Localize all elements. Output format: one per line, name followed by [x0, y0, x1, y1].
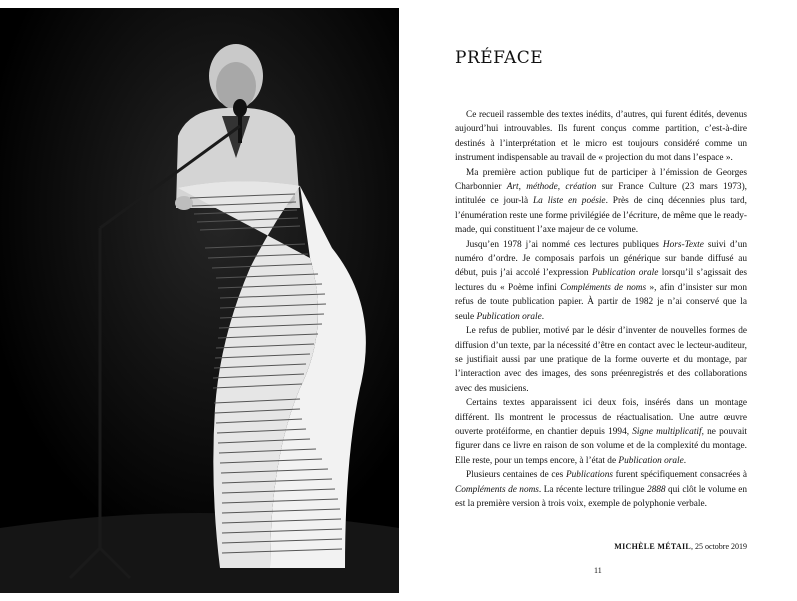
italic-title: Publication orale [591, 268, 659, 279]
paragraph-text: . [683, 455, 687, 466]
italic-title: 2888 [646, 484, 666, 495]
paragraph-text: . [541, 311, 545, 322]
italic-title: La liste en poésie [533, 196, 606, 207]
page-title: PRÉFACE [455, 48, 544, 68]
paragraph-text: . Près de cinq décennies plus tard, l’énumération reste une forme privilégiée de l’écriture, de même que le ready-made, qui constituent l’axe majeur de ce volume. [455, 196, 747, 236]
paragraph [455, 238, 747, 324]
paragraph-text: », afin d’insister sur mon refus de toute publication papier. À partir de 1982 je n’ai conservé que la seule [455, 282, 747, 322]
italic-title: Compléments de noms [455, 484, 539, 495]
paragraph-text: Certains textes apparaissent ici deux fois, insérés dans un montage différent. Ils montrent le processus de réactualisation. Une autre œuvre ouverte protéiforme, en chantier depuis 1994, [455, 398, 747, 437]
paragraph-text: qui clôt le volume en est la première version à trois voix, exemple de polyphonie verbale. [455, 484, 748, 509]
paragraph-text: . La récente lecture trilingue [538, 484, 647, 495]
paragraph-text: lorsqu’il s’agissait des lectures du « Poème infini [455, 268, 747, 293]
paragraph-text: Ce recueil rassemble des textes inédits, d’autres, qui furent édités, devenus aujourd’hui introuvables. Ils furent conçus comme partition, c’est-à-dire destinés à l’interprétation et le micro est toujours considéré comme un instrument indispensable au travail de « projection du mot dans l’espace ». [455, 110, 747, 164]
preface-body [455, 108, 747, 511]
photo-illustration [0, 8, 399, 593]
italic-title: Art, méthode, création [506, 182, 597, 193]
paragraph [455, 468, 747, 511]
paragraph-text: furent spécifiquement consacrées à [612, 470, 747, 481]
paragraph-text: , ne pouvait figurer dans ce livre en raison de son volume et de la complexité du montage. Elle reste, pour un temps encore, à l’état de [455, 426, 748, 466]
italic-title: Publications [565, 470, 613, 481]
page-number: 11 [594, 566, 602, 575]
signature-author: MICHÈLE MÉTAIL [614, 542, 691, 551]
paragraph-text: Plusieurs centaines de ces [466, 470, 566, 481]
performance-photo [0, 8, 399, 593]
italic-title: Hors-Texte [662, 239, 704, 250]
paragraph-text: Ma première action publique fut de participer à l’émission de Georges Charbonnier [455, 167, 747, 193]
italic-title: Signe multiplicatif [632, 426, 702, 437]
paragraph [455, 396, 747, 468]
italic-title: Compléments de noms [560, 282, 647, 293]
paragraph-text: suivi d’un numéro d’ordre. Je composais parfois un générique sur bande diffusé au début, puis j’ai accolé l’expression [455, 239, 747, 279]
paragraph [455, 166, 747, 238]
paragraph-text: sur France Culture (23 mars 1973), intitulée ce jour-là [455, 182, 747, 207]
paragraph [455, 108, 747, 166]
paragraph-text: Jusqu’en 1978 j’ai nommé ces lectures publiques [466, 239, 663, 250]
signature [614, 542, 747, 551]
signature-date: , 25 octobre 2019 [691, 542, 747, 551]
italic-title: Publication orale [618, 455, 684, 466]
preface-page [399, 0, 797, 601]
italic-title: Publication orale [476, 311, 542, 322]
paragraph-text: Le refus de publier, motivé par le désir d’inventer de nouvelles formes de diffusion d’un texte, par la nécessité d’être en contact avec le lecteur-auditeur, se justifiait aussi par une pratique de la forme ouverte et du montage, par l’interaction avec des images, des sons préenregistrés et des collaborations avec des musiciens. [455, 326, 747, 394]
paragraph [455, 324, 747, 396]
